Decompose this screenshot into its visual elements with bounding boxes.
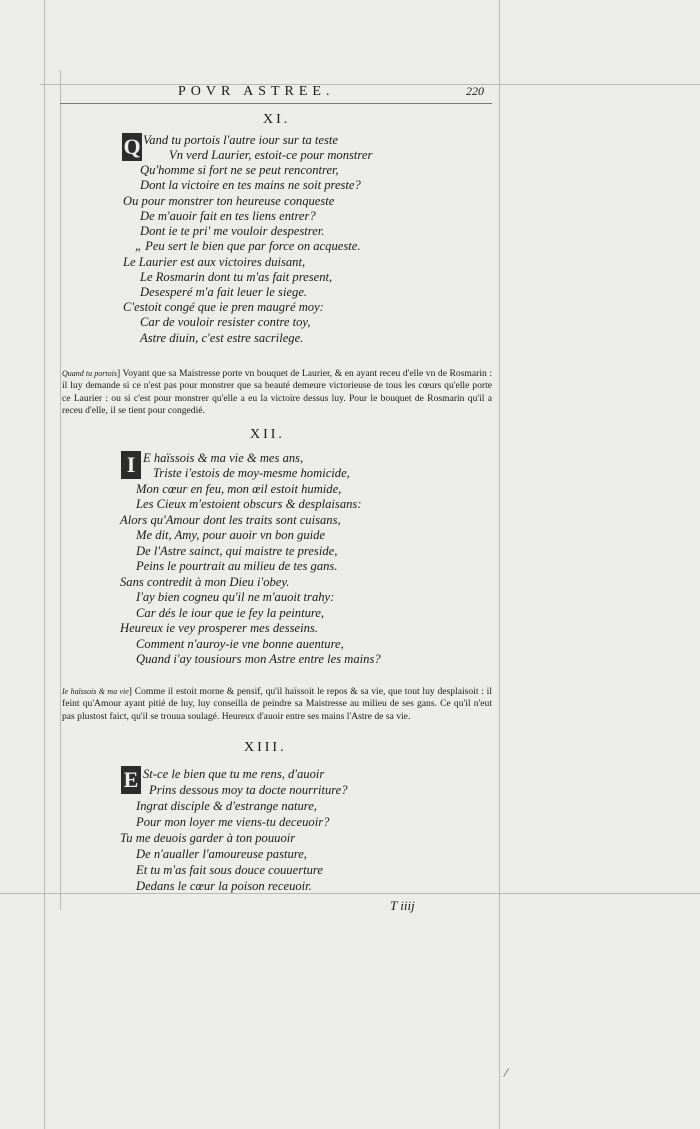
margin-rule <box>40 84 700 85</box>
verse-line: Ingrat disciple & d'estrange nature, <box>136 799 317 813</box>
verse-line: Mon cœur en feu, mon œil estoit humide, <box>136 482 342 496</box>
verse-line: De n'aualler l'amoureuse pasture, <box>136 847 307 861</box>
commentary-label: Quand tu portois <box>62 369 117 378</box>
commentary-label: Ie haïssois & ma vie <box>62 687 129 696</box>
verse-line: C'estoit congé que ie pren maugré moy: <box>123 300 324 314</box>
verse-line: Les Cieux m'estoient obscurs & desplaisans: <box>136 497 362 511</box>
verse-line: Dont la victoire en tes mains ne soit preste? <box>140 178 361 192</box>
verse-line: Le Rosmarin dont tu m'as fait present, <box>140 270 333 284</box>
commentary-text: ] Voyant que sa Maistresse porte vn bouquet de Laurier, & en ayant receu d'elle vn de Rosmarin : il luy demande si ce n'est pas pour monstrer que sa beauté demeure victorieuse de tous les cœurs qu'elle porte ce Laurier : ou si c'est pour monstrer qu'elle a eu la victoire dessus luy. Pour le bouquet de Rosmarin qu'il a receu d'elle, il se tient pour congedié. <box>62 368 493 417</box>
drop-cap: I <box>121 451 141 479</box>
verse-line: Prins dessous moy ta docte nourriture? <box>149 783 348 797</box>
verse-line: De l'Astre sainct, qui maistre te preside, <box>136 544 338 558</box>
verse-line: Comment n'auroy-ie vne bonne auenture, <box>136 637 344 651</box>
verse-line: Et tu m'as fait sous douce couuerture <box>136 863 323 877</box>
verse-line: Car de vouloir resister contre toy, <box>140 315 311 329</box>
verse-line: Heureux ie vey prosperer mes desseins. <box>120 621 318 635</box>
signature-mark: T iiij <box>390 898 415 913</box>
verse-line: Alors qu'Amour dont les traits sont cuisans, <box>120 513 341 527</box>
verse-line: „ Peu sert le bien que par force on acqueste. <box>135 239 361 253</box>
verse-line: Le Laurier est aux victoires duisant, <box>123 255 306 269</box>
margin-rule <box>499 0 500 1129</box>
margin-rule <box>44 0 45 1129</box>
verse-line: Ou pour monstrer ton heureuse conqueste <box>123 194 335 208</box>
commentary-xi <box>62 368 492 418</box>
header-divider <box>60 103 492 104</box>
verse-line: Quand i'ay tousiours mon Astre entre les mains? <box>136 652 381 666</box>
drop-cap: Q <box>123 134 141 159</box>
verse-line: Triste i'estois de moy-mesme homicide, <box>153 466 350 480</box>
verse-line: Dedans le cœur la poison receuoir. <box>136 879 312 893</box>
verse-line: De m'auoir fait en tes liens entrer? <box>140 209 316 223</box>
page-number: 220 <box>466 84 484 98</box>
verse-line: Astre diuin, c'est estre sacrilege. <box>140 331 304 345</box>
drop-cap: E <box>121 766 141 794</box>
margin-rule <box>0 893 700 894</box>
section-number: XIII. <box>244 740 287 755</box>
section-number: XI. <box>263 112 291 127</box>
commentary-xii <box>62 686 492 723</box>
running-title: POVR ASTREE. <box>178 84 335 99</box>
verse-line: Pour mon loyer me viens-tu deceuoir? <box>136 815 330 829</box>
verse-line: Sans contredit à mon Dieu i'obey. <box>120 575 290 589</box>
verse-line: Tu me deuois garder à ton pouuoir <box>120 831 296 845</box>
verse-line: Vand tu portois l'autre iour sur ta teste <box>143 133 338 147</box>
verse-line: Desesperé m'a fait leuer le siege. <box>140 285 308 299</box>
verse-line: Peins le pourtrait au milieu de tes gans. <box>136 559 338 573</box>
verse-line: Car dés le iour que ie fey la peinture, <box>136 606 325 620</box>
verse-line: Dont ie te pri' me vouloir despestrer. <box>140 224 325 238</box>
verse-line: Me dit, Amy, pour auoir vn bon guide <box>136 528 326 542</box>
verse-line: St-ce le bien que tu me rens, d'auoir <box>143 767 325 781</box>
pencil-mark: / <box>502 1065 510 1082</box>
verse-line: Vn verd Laurier, estoit-ce pour monstrer <box>169 148 373 162</box>
verse-line: E haïssois & ma vie & mes ans, <box>143 451 304 465</box>
commentary-text: ] Comme il estoit morne & pensif, qu'il haïssoit le repos & sa vie, que tout luy desplaisoit : il feint qu'Amour ayant pitié de luy, luy conseilla de peindre sa Maistresse au milieu de ses gans. Ce qu'il n'eut pas plustost faict, qu'il se trouua soulagé. Heureux d'auoir entre ses mains l'Astre de sa vie. <box>62 686 492 722</box>
verse-line: I'ay bien cogneu qu'il ne m'auoit trahy: <box>136 590 335 604</box>
section-number: XII. <box>250 427 285 442</box>
verse-line: Qu'homme si fort ne se peut rencontrer, <box>140 163 339 177</box>
margin-rule <box>60 70 61 910</box>
